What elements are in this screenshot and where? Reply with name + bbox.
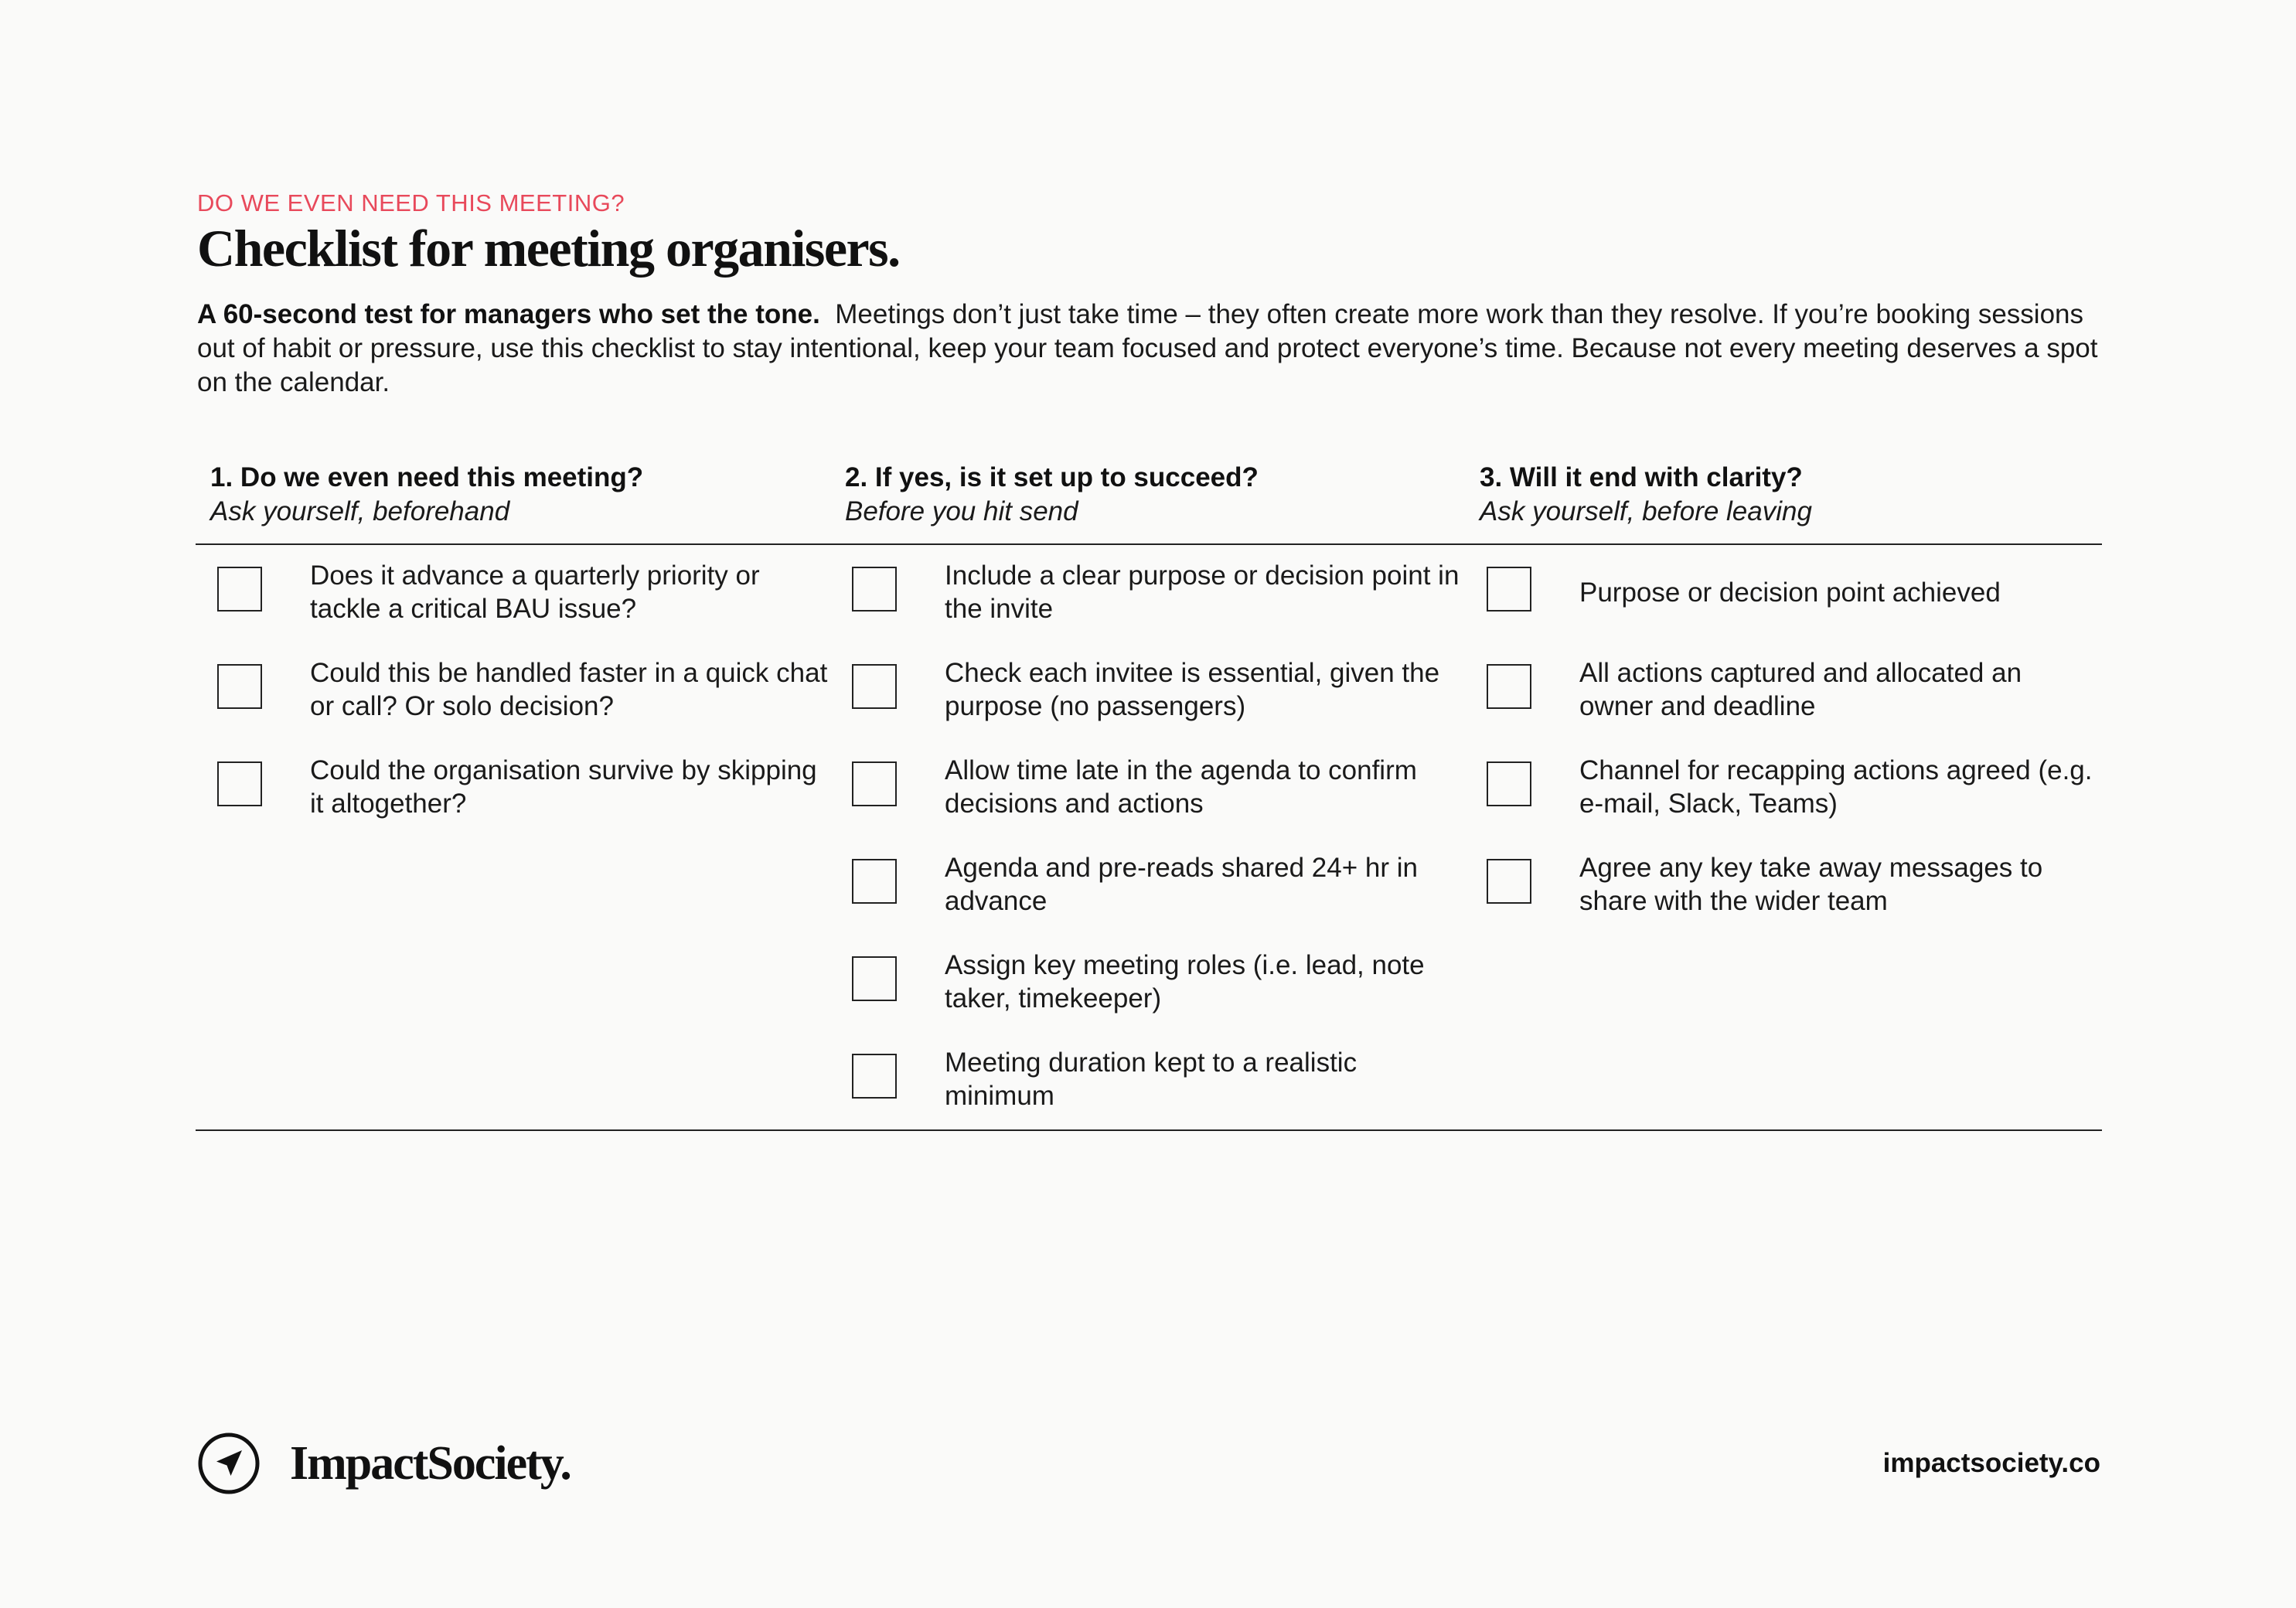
table-top-rule — [196, 543, 2102, 545]
checklist-page — [197, 0, 2100, 1608]
checklist-item-text: Assign key meeting roles (i.e. lead, note taker, timekeeper) — [945, 950, 1425, 1014]
checklist-item — [832, 753, 1466, 850]
checklist-item — [832, 948, 1466, 1045]
checklist-item — [1467, 850, 2100, 948]
checklist-items — [1467, 558, 2100, 948]
checkbox[interactable] — [217, 567, 262, 612]
intro-lead: A 60-second test for managers who set the tone. — [197, 299, 820, 329]
checklist-item — [832, 1045, 1466, 1143]
checklist-item-text: Meeting duration kept to a realistic minimum — [945, 1048, 1358, 1111]
checklist-item — [832, 656, 1466, 753]
page-title: Checklist for meeting organisers. — [197, 219, 900, 278]
checklist-item-text: Agree any key take away messages to share with the wider team — [1579, 853, 2043, 916]
column-subtitle: Ask yourself, before leaving — [1480, 496, 1812, 526]
checklist-item — [1467, 656, 2100, 753]
checkbox[interactable] — [852, 664, 897, 709]
checkbox[interactable] — [852, 1054, 897, 1099]
checkbox[interactable] — [217, 761, 262, 806]
checkbox[interactable] — [1487, 761, 1531, 806]
checklist-items — [197, 558, 831, 850]
column-header — [210, 461, 829, 528]
checklist-item — [197, 558, 831, 656]
checklist-item — [832, 850, 1466, 948]
website-url[interactable]: impactsociety.co — [1882, 1448, 2100, 1478]
checkbox[interactable] — [852, 859, 897, 904]
checklist-item-text: Allow time late in the agenda to confirm decisions and actions — [945, 755, 1417, 819]
checkbox[interactable] — [1487, 664, 1531, 709]
checklist-item-text: Check each invitee is essential, given the purpose (no passengers) — [945, 658, 1440, 721]
checklist-item-text: Include a clear purpose or decision point in the invite — [945, 560, 1460, 624]
eyebrow-label: DO WE EVEN NEED THIS MEETING? — [197, 189, 625, 216]
checkbox[interactable] — [1487, 567, 1531, 612]
checklist-item-text: Could this be handled faster in a quick chat or call? Or solo decision? — [310, 658, 828, 721]
checkbox[interactable] — [852, 761, 897, 806]
checklist-item — [1467, 558, 2100, 656]
checklist-table — [197, 461, 2100, 1131]
checklist-item-text: Could the organisation survive by skipping it altogether? — [310, 755, 817, 819]
checklist-item-text: Agenda and pre-reads shared 24+ hr in advance — [945, 853, 1418, 916]
intro-paragraph — [197, 298, 2099, 400]
checklist-item — [197, 656, 831, 753]
checklist-item — [197, 753, 831, 850]
checkbox[interactable] — [852, 567, 897, 612]
column-subtitle: Before you hit send — [845, 496, 1078, 526]
checklist-item — [832, 558, 1466, 656]
column-header — [1480, 461, 2098, 528]
checklist-item-text: Purpose or decision point achieved — [1579, 577, 2001, 608]
column-title: 2. If yes, is it set up to succeed? — [845, 462, 1259, 492]
checkbox[interactable] — [852, 956, 897, 1001]
checklist-items — [832, 558, 1466, 1143]
brand-logo — [197, 1432, 571, 1495]
column-header — [845, 461, 1463, 528]
checklist-item — [1467, 753, 2100, 850]
brand-name: ImpactSociety. — [290, 1436, 571, 1490]
intro-body: Meetings don’t just take time – they often create more work than they resolve. If you’re booking sessions out of habit or pressure, use this checklist to stay intentional, keep your team focused and protect everyone’s time. Because not every meeting deserves a spot on the calendar. — [197, 299, 2098, 397]
column-title: 3. Will it end with clarity? — [1480, 462, 1803, 492]
column-subtitle: Ask yourself, beforehand — [210, 496, 510, 526]
checklist-item-text: Does it advance a quarterly priority or tackle a critical BAU issue? — [310, 560, 760, 624]
checklist-item-text: All actions captured and allocated an owner and deadline — [1579, 658, 2022, 721]
checkbox[interactable] — [217, 664, 262, 709]
navigation-arrow-icon — [197, 1432, 261, 1495]
checkbox[interactable] — [1487, 859, 1531, 904]
checklist-item-text: Channel for recapping actions agreed (e.g. e-mail, Slack, Teams) — [1579, 755, 2093, 819]
column-title: 1. Do we even need this meeting? — [210, 462, 644, 492]
